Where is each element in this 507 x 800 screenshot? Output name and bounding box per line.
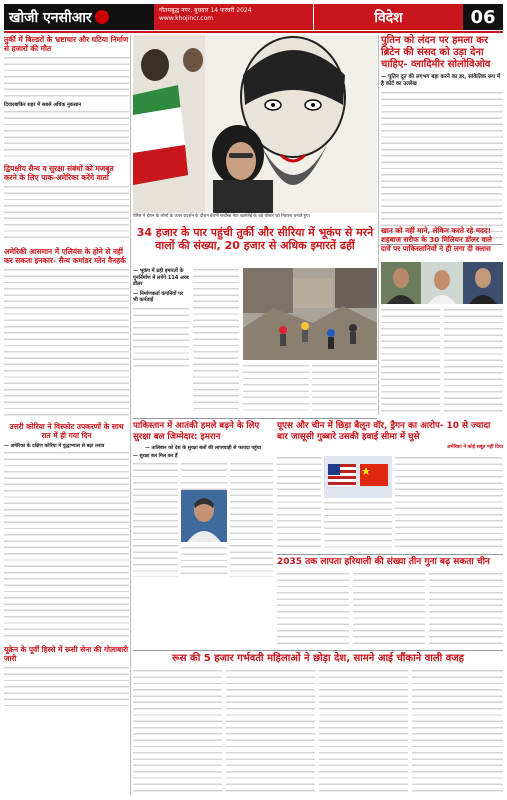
article-body [181,546,227,578]
header-meta [154,4,313,30]
article-body [324,501,392,551]
article-body [4,110,129,160]
article-subhead: — सुरक्षा बल मिल कर हैं [133,454,178,459]
article-body [277,572,349,647]
article-subhead: — अमेरिका के दक्षिण कोरिया में युद्धाभ्यास से बढ़ा तनाव [4,444,105,449]
section-title: विदेश [313,4,463,30]
article-body [133,669,222,795]
page-header [4,4,503,30]
article-headline: पुतिन को लंदन पर हमला कर ब्रिटेन की संसद को उड़ा देना चाहिए- व्लादिमीर सोलोविओव [381,35,491,70]
article-body [230,462,273,577]
article-body [243,364,309,414]
article-headline: खान को नहीं माने, लेकिन करते रहे मदद! शहबाज सरीफ के 30 मिलियन डॉलर वाले दावे पर पाकिस्तानियों ने ही लगा दी क्लास [381,226,493,253]
pakistan-body [133,446,273,578]
article-body [133,462,178,577]
article-headline: यूएस और चीन में छिड़ा बैलून वॉर, ड्रैगन का आरोप- 10 से ज्यादा बार जासूसी गुब्बारे उसकी हवाई सीमा में घुसे [277,421,491,442]
article-body [226,669,315,795]
article-body [429,572,503,647]
article-balloon [277,421,503,450]
article-headline: पाकिस्तान में आतंकी हमले बढ़ने के लिए सुरक्षा बल जिम्मेदार: इमरान [133,421,260,442]
us-china-flags [324,456,392,498]
article-headline: रूस की 5 हजार गर्भवती महिलाओं ने छोड़ा देश, सामने आई चौंकाने वाली वजह [172,653,464,664]
column-divider [378,35,379,415]
masthead [4,4,154,30]
article-body [4,268,129,418]
flags-photo [324,456,392,498]
right-column [381,35,503,248]
article-subhead: — पुतिन दूत की लगभग बड़ा करने का डर, सांकेतिक रूप में है कोर्ट का उल्लेख [381,74,501,87]
left-column [4,35,129,795]
article-putin-london [381,35,503,241]
article-headline: 34 हजार के पार पहुंची तुर्की और सीरिया में भूकंप से मरने वालों की संख्या, 20 हजार से अधिक इमारतें ढहीं [136,226,374,252]
article-body [193,268,239,413]
article-body [4,666,129,706]
article-pakistan-terror [133,421,273,442]
article-body [133,307,189,369]
article-headline: तुर्की में बिल्डरों के भ्रष्टाचार और घटिया निर्माण से हजारों की मौत [4,35,129,53]
article-body [277,456,321,551]
hero-photo [133,35,377,213]
photo-caption: पेरिस में ईरान के लोगों के ऊपर प्रदर्शन के दौरान ईरानी सर्वोच्च नेता खामेनेई के बड़े पोस्टर को निशाना बनाते हुए। [133,214,311,219]
article-headline: यूक्रेन के पूर्वी हिस्से में रूसी सेना की गोलाबारी जारी [4,645,129,663]
article-body [181,462,227,490]
pakistan-leaders-photo [381,262,503,304]
article-headline: 2035 तक लापता हरियाली की संख्या तीन गुना बढ़ सकता चीन [277,557,490,567]
earthquake-sidebar [133,268,189,369]
article-subhead: — निर्माणकर्ता कंपनियों पर भी कार्रवाई [133,290,184,303]
article-subhead: — भूकंप में ढही इमारतों के पुनर्निर्माण में लगेंगे 114 अरब डॉलर [133,268,189,287]
section-divider [277,554,503,555]
article-shahbaz [381,226,503,253]
article-2035 [277,557,503,568]
article-headline: अमेरिकी आसमान में एलियंस के होने से नहीं कर सकता इनकार- सैन्य कमांडर ग्लेन वैनहर्क [4,247,126,265]
article-ukraine [4,645,129,706]
article-body [381,91,503,241]
article-subhead: — तालिबान को देश के सुरक्षा बलों की लापरवाही से फायदा पहुंचा [145,446,261,451]
protest-photo [133,35,377,213]
article-body [353,572,425,647]
article-body [395,456,503,551]
section-divider [133,650,503,651]
logo-icon [95,10,109,24]
column-divider [130,35,131,795]
article-body [319,669,408,795]
article-body [412,669,503,795]
article-body [381,308,440,414]
header-rule [4,31,503,33]
article-aliens [4,247,129,418]
earthquake-photo [243,268,377,360]
page-number: 06 [463,4,503,30]
website-line: www.khojincr.com [159,15,214,22]
date-line: गौतमबुद्ध नगर, बुधवार 14 फरवरी 2024 [159,7,252,14]
section-divider [133,418,377,419]
masthead-title: खोजी एनसीआर [9,9,92,26]
article-body [4,56,129,100]
article-turkey-builders [4,35,129,160]
shahbaz-photos [381,262,503,304]
article-subhead: अमेरिका ने कोई सबूत नहीं दिया [447,445,503,450]
article-body [312,364,377,414]
imran-khan-photo [181,490,227,542]
article-north-korea [4,422,129,641]
article-body [444,308,503,414]
article-earthquake [133,226,377,252]
article-body [4,451,129,641]
article-pak-us-talks [4,164,129,243]
article-body [4,185,129,243]
article-headline: द्विपक्षीय सैन्य व सुरक्षा संबंधों को मजबूत करने के लिए पाक-अमेरिका करेंगे वार्ता [4,164,114,182]
article-headline: उत्तरी कोरिया ने विस्फोट उपकरणों के साथ रात में ही गया दिन [9,422,124,440]
article-russia [133,653,503,665]
article-subhead: दियारबाकिर शहर में सबसे अधिक नुकसान [4,102,82,108]
rubble-photo [243,268,377,360]
